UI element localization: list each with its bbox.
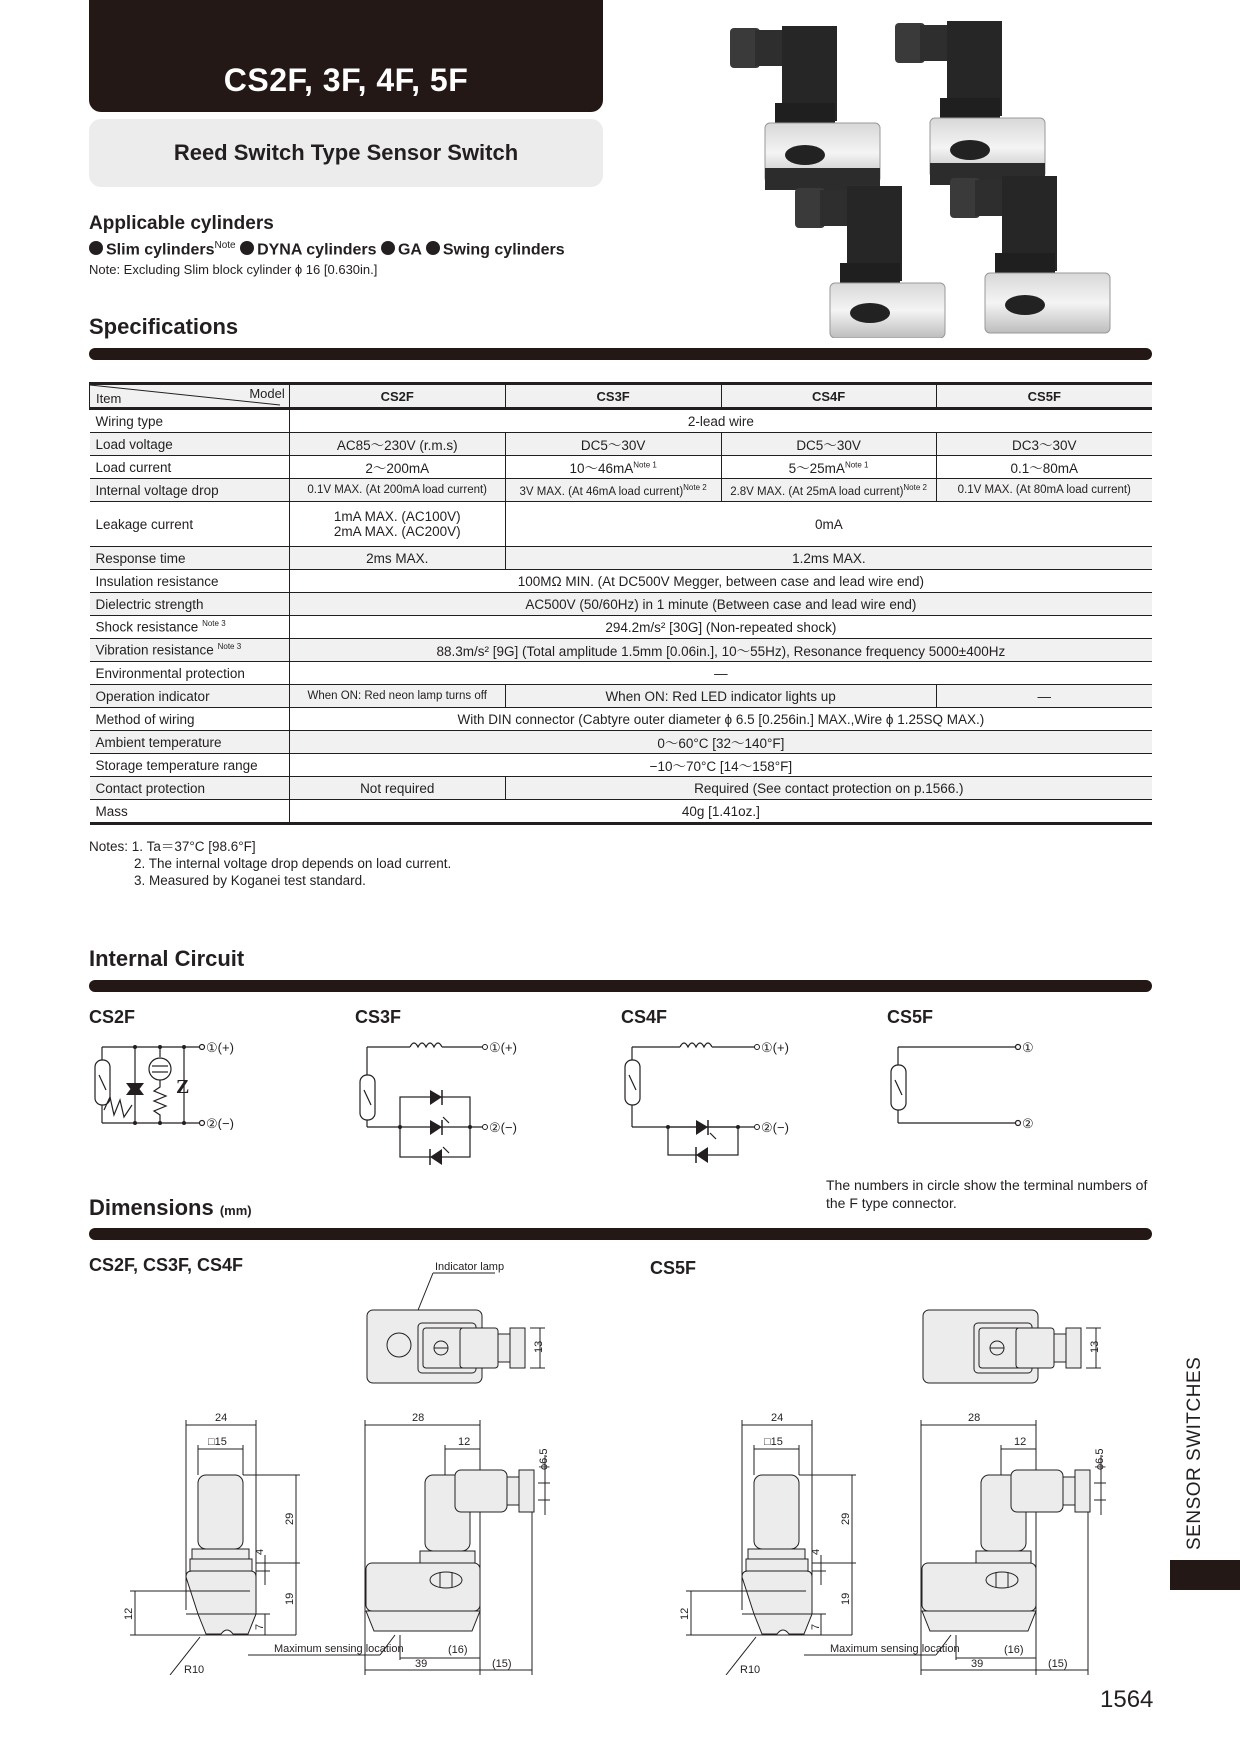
section-divider	[89, 1228, 1152, 1240]
svg-text:□15: □15	[208, 1436, 227, 1448]
column-header: CS4F	[721, 384, 936, 409]
svg-text:①(+): ①(+)	[489, 1040, 517, 1055]
resistor-icon	[154, 1080, 166, 1123]
sensor-photo-2	[895, 21, 1045, 185]
cylinder-item: Slim cylinders	[106, 241, 215, 259]
sensor-photo-4	[950, 176, 1110, 333]
dimensions-heading: Dimensions (mm)	[89, 1195, 252, 1220]
table-row: Operation indicator When ON: Red neon lamp turns off When ON: Red LED indicator lights up —	[90, 685, 1153, 708]
svg-text:12: 12	[1014, 1436, 1027, 1448]
circuit-diagram-cs2f	[90, 1035, 260, 1130]
coil-icon	[680, 1043, 712, 1047]
column-header: CS2F	[289, 384, 505, 409]
circuit-label-cs5f: CS5F	[887, 1007, 934, 1027]
svg-text:7: 7	[810, 1623, 822, 1630]
section-side-label: SENSOR SWITCHES	[1184, 1356, 1205, 1550]
bullet-icon	[426, 241, 440, 255]
section-divider	[89, 348, 1152, 360]
svg-text:(15): (15)	[492, 1658, 512, 1670]
diode-icon	[696, 1147, 708, 1163]
circuit-label-cs2f: CS2F	[89, 1007, 136, 1027]
dimension-drawing-cs5f	[656, 1255, 1126, 1675]
svg-text:39: 39	[415, 1658, 428, 1670]
table-row: Load current 2〜200mA 10〜$46mA^{Note 1}$ 5〜$25mA^{Note 1}$ 0.1〜80mA	[90, 456, 1153, 479]
table-row: Internal voltage drop 0.1V MAX. (At 200mA load current) 3V MAX. (At 46mA load current)$^{Note 2}$ 2.8V MAX. (At 25mA load current)$^{Note 2}$ 0.1V MAX. (At 80mA load current)	[90, 479, 1153, 502]
page-number: 1564	[1100, 1686, 1154, 1713]
circuit-diagram-cs5f	[888, 1035, 1048, 1135]
terminal-note: The numbers in circle show the terminal numbers of the F type connector.	[826, 1177, 1148, 1211]
svg-text:28: 28	[412, 1412, 425, 1424]
svg-text:Maximum sensing location: Maximum sensing location	[830, 1643, 960, 1655]
svg-text:28: 28	[968, 1412, 981, 1424]
table-row: Dielectric strength AC500V (50/60Hz) in 1 minute (Between case and lead wire end)	[90, 593, 1153, 616]
table-row: Shock resistance $^{Note 3}$ 294.2m/s² [30G] (Non-repeated shock)	[90, 616, 1153, 639]
svg-text:②(−): ②(−)	[761, 1120, 789, 1135]
circuit-diagram-cs3f	[355, 1035, 535, 1165]
svg-text:①: ①	[1022, 1040, 1034, 1055]
svg-text:29: 29	[840, 1512, 852, 1525]
diode-icon	[430, 1149, 442, 1165]
svg-text:39: 39	[971, 1658, 984, 1670]
column-header: CS3F	[505, 384, 721, 409]
applicable-note: Note: Excluding Slim block cylinder ϕ 16 [0.630in.]	[89, 262, 378, 277]
table-row: Load voltage AC85〜230V (r.m.s) DC5〜30V DC5〜30V DC3〜30V	[90, 433, 1153, 456]
svg-text:R10: R10	[740, 1664, 761, 1675]
svg-text:12: 12	[679, 1607, 691, 1620]
table-corner-header: Item Model	[90, 384, 290, 409]
svg-text:24: 24	[215, 1412, 228, 1424]
circuit-diagram-cs4f	[620, 1035, 800, 1165]
cylinder-item: Swing cylinders	[442, 241, 565, 259]
svg-text:(16): (16)	[448, 1644, 468, 1656]
svg-text:②(−): ②(−)	[206, 1116, 234, 1130]
sensor-photo-1	[730, 26, 880, 190]
svg-text:Maximum sensing location: Maximum sensing location	[274, 1643, 404, 1655]
table-row: Ambient temperature 0〜60°C [32〜140°F]	[90, 731, 1153, 754]
page-title: CS2F, 3F, 4F, 5F	[223, 62, 469, 98]
table-row: Response time 2ms MAX. 1.2ms MAX.	[90, 547, 1153, 570]
table-row: Vibration resistance $^{Note 3}$ 88.3m/s² [9G] (Total amplitude 1.5mm [0.06in.], 10〜55Hz), Resonance frequency 5000±400Hz	[90, 639, 1153, 662]
svg-text:②(−): ②(−)	[489, 1120, 517, 1135]
svg-text:19: 19	[284, 1592, 296, 1605]
svg-text:②: ②	[1022, 1116, 1034, 1131]
bullet-icon	[381, 241, 395, 255]
svg-text:4: 4	[254, 1548, 266, 1555]
svg-text:①(+): ①(+)	[206, 1040, 234, 1055]
cylinder-item: GA	[397, 241, 422, 259]
svg-text:19: 19	[840, 1592, 852, 1605]
product-photos	[660, 18, 1130, 338]
svg-text:(16): (16)	[1004, 1644, 1024, 1656]
svg-text:□15: □15	[764, 1436, 783, 1448]
dimension-drawing-cs2f-cs3f-cs4f	[100, 1255, 570, 1675]
specifications-table	[89, 382, 1152, 825]
applicable-cylinders-heading: Applicable cylinders	[89, 213, 274, 234]
internal-circuit-heading: Internal Circuit	[89, 946, 245, 971]
svg-text:R10: R10	[184, 1664, 205, 1675]
column-header: CS5F	[936, 384, 1152, 409]
svg-text:①(+): ①(+)	[761, 1040, 789, 1055]
table-row: Leakage current 1mA MAX. (AC100V) 2mA MAX. (AC200V) 0mA	[90, 502, 1153, 547]
svg-text:Z: Z	[176, 1076, 190, 1098]
led-icon	[696, 1120, 708, 1135]
svg-text:24: 24	[771, 1412, 784, 1424]
sensor-photo-3	[795, 186, 945, 338]
bullet-icon	[240, 241, 254, 255]
subtitle-banner	[89, 119, 603, 187]
table-row: Environmental protection —	[90, 662, 1153, 685]
neon-lamp-icon	[149, 1058, 171, 1080]
specifications-heading: Specifications	[89, 314, 239, 339]
applicable-cylinders-list: Slim cylinders$^{Note}$ DYNA cylinders GA Swing cylinders	[89, 240, 565, 259]
svg-text:12: 12	[458, 1436, 471, 1448]
svg-text:29: 29	[284, 1512, 296, 1525]
page-subtitle: Reed Switch Type Sensor Switch	[173, 140, 519, 165]
bullet-icon	[89, 241, 103, 255]
svg-text:ϕ6.5: ϕ6.5	[1094, 1448, 1106, 1470]
section-divider	[89, 980, 1152, 992]
led-icon	[430, 1120, 442, 1135]
table-row: Contact protection Not required Required (See contact protection on p.1566.)	[90, 777, 1153, 800]
svg-text:4: 4	[810, 1548, 822, 1555]
spec-notes: Notes: 1. Ta＝37°C [98.6°F] 2. The internal voltage drop depends on load current. 3. Measured by Koganei test standard.	[89, 839, 452, 888]
svg-text:7: 7	[254, 1623, 266, 1630]
svg-text:12: 12	[123, 1607, 135, 1620]
table-row: Wiring type 2-lead wire	[90, 409, 1153, 433]
led-icon	[430, 1090, 442, 1105]
section-side-tab	[1170, 1560, 1240, 1590]
circuit-label-cs3f: CS3F	[355, 1007, 402, 1027]
table-row: Storage temperature range −10〜70°C [14〜158°F]	[90, 754, 1153, 777]
svg-text:Indicator lamp: Indicator lamp	[435, 1261, 505, 1273]
svg-text:13: 13	[533, 1340, 545, 1353]
dimension-group-label: CS2F, CS3F, CS4F	[89, 1255, 244, 1275]
table-row: Mass 40g [1.41oz.]	[90, 800, 1153, 824]
dimension-group-label: CS5F	[650, 1258, 697, 1278]
svg-text:13: 13	[1089, 1340, 1101, 1353]
circuit-label-cs4f: CS4F	[621, 1007, 668, 1027]
table-row: Insulation resistance 100MΩ MIN. (At DC500V Megger, between case and lead wire end)	[90, 570, 1153, 593]
cylinder-item: DYNA cylinders	[257, 241, 377, 259]
svg-text:ϕ6.5: ϕ6.5	[538, 1448, 550, 1470]
title-banner	[89, 0, 603, 112]
svg-text:(15): (15)	[1048, 1658, 1068, 1670]
coil-icon	[410, 1043, 442, 1047]
table-row: Method of wiring With DIN connector (Cabtyre outer diameter ϕ 6.5 [0.256in.] MAX.,Wire ϕ 1.25SQ MAX.)	[90, 708, 1153, 731]
